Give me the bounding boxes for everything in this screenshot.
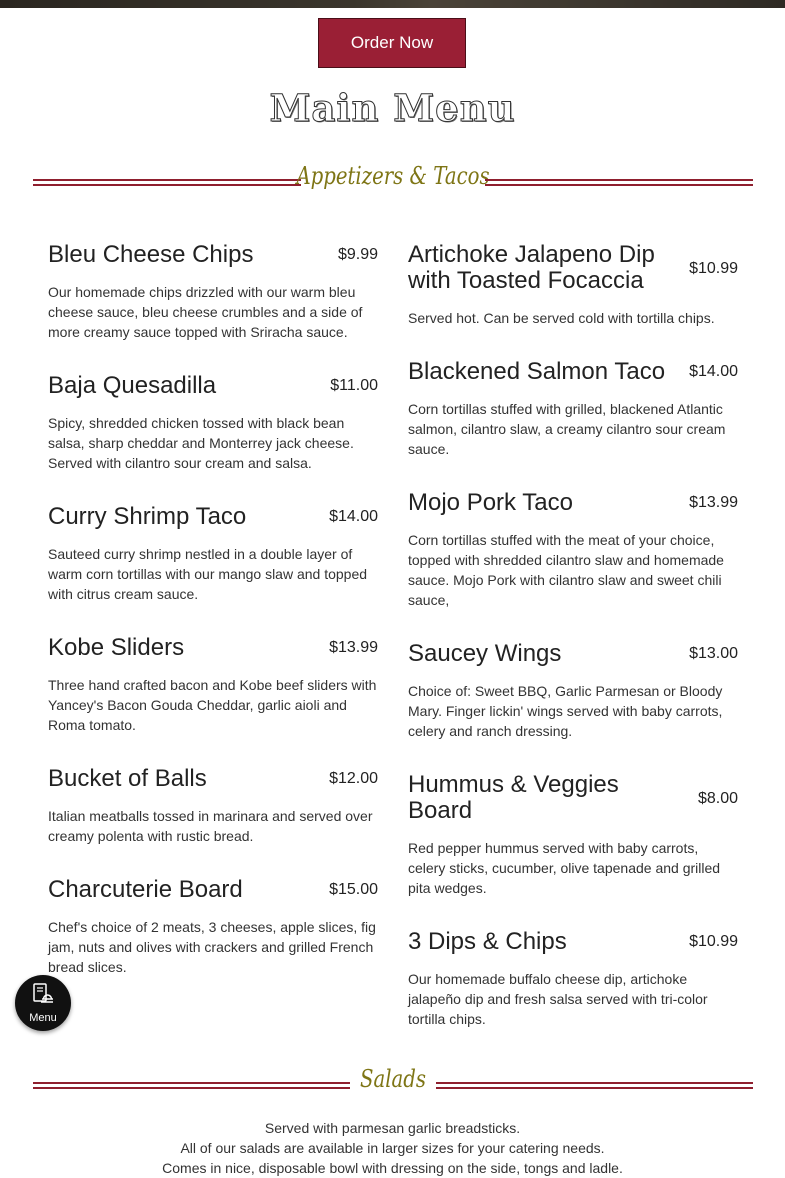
item-price: $9.99 [337,246,378,263]
section-title-salads: Salads [360,1065,426,1093]
menu-button-label: Menu [29,1012,57,1024]
item-name: Saucey Wings [408,640,562,667]
menu-item [48,635,378,735]
item-name: Bucket of Balls [48,765,207,792]
item-description: Chef's choice of 2 meats, 3 cheeses, apple slices, fig jam, nuts and olives with crackers and grilled French bread slices. [48,919,376,975]
item-name: Hummus & Veggies Board [408,771,619,824]
item-price: $13.99 [329,639,378,656]
item-name: Baja Quesadilla [48,372,217,399]
item-description: Our homemade buffalo cheese dip, artichoke jalapeño dip and fresh salsa served with tri-color tortilla chips. [408,971,708,1027]
item-name: Charcuterie Board [48,876,243,903]
menu-item [408,242,738,328]
item-price: $12.00 [329,770,378,787]
salad-note-line: All of our salads are available in larger sizes for your catering needs. [180,1140,605,1156]
item-name: 3 Dips & Chips [408,928,567,955]
order-now-button[interactable]: Order Now [318,18,466,68]
menu-item [408,929,738,1029]
item-price: $11.00 [330,377,378,394]
section-header-salads [33,1065,753,1105]
item-name: Blackened Salmon Taco [408,358,666,385]
item-description: Corn tortillas stuffed with grilled, blackened Atlantic salmon, cilantro slaw, a creamy cilantro sour cream sauce. [408,401,726,457]
section-header-appetizers [33,162,753,202]
menu-item [408,772,738,898]
item-price: $13.00 [689,645,738,662]
menu-item [48,373,378,473]
item-name: Curry Shrimp Taco [48,503,247,530]
item-description: Italian meatballs tossed in marinara and served over creamy polenta with rustic bread. [48,808,373,844]
item-description: Spicy, shredded chicken tossed with black bean salsa, sharp cheddar and Monterrey jack cheese. Served with cilantro sour cream and salsa. [48,415,354,471]
item-description: Red pepper hummus served with baby carrots, celery sticks, cucumber, olive tapenade and grilled pita wedges. [408,840,721,896]
item-price: $13.99 [689,494,738,511]
item-price: $14.00 [329,508,378,525]
item-price: $10.99 [689,260,738,277]
top-decorative-bar [0,0,785,8]
section-title-appetizers: Appetizers & Tacos [296,162,490,190]
divider-right [485,179,753,186]
item-description: Corn tortillas stuffed with the meat of your choice, topped with shredded cilantro slaw and homemade sauce. Mojo Pork with cilantro slaw and sweet chili sauce, [408,532,724,608]
salad-note-line: Served with parmesan garlic breadsticks. [264,1120,521,1136]
menu-item [408,490,738,610]
item-description: Sauteed curry shrimp nestled in a double layer of warm corn tortillas with our mango slaw and topped with citrus cream sauce. [48,546,368,602]
menu-item [48,504,378,604]
menu-item [408,641,738,741]
item-name: Bleu Cheese Chips [48,241,254,268]
menu-item [48,877,378,977]
item-name: Artichoke Jalapeno Dip with Toasted Focaccia [408,241,655,294]
menu-item [48,766,378,846]
item-name: Mojo Pork Taco [408,489,573,516]
divider-right [436,1082,753,1089]
salad-notes [0,1118,785,1178]
menu-book-icon [31,982,55,1011]
item-price: $8.00 [697,790,738,807]
item-description: Served hot. Can be served cold with tortilla chips. [408,310,715,326]
item-price: $14.00 [689,363,738,380]
item-description: Three hand crafted bacon and Kobe beef sliders with Yancey's Bacon Gouda Cheddar, garlic aioli and Roma tomato. [48,677,377,733]
item-price: $10.99 [689,933,738,950]
item-name: Kobe Sliders [48,634,185,661]
salad-note-line: Comes in nice, disposable bowl with dressing on the side, tongs and ladle. [162,1160,623,1176]
item-price: $15.00 [329,881,378,898]
page-title: Main Menu [269,86,516,130]
menu-item [48,242,378,342]
item-description: Choice of: Sweet BBQ, Garlic Parmesan or Bloody Mary. Finger lickin' wings served with baby carrots, celery and ranch dressing. [408,683,723,739]
menu-item [408,359,738,459]
item-description: Our homemade chips drizzled with our warm bleu cheese sauce, bleu cheese crumbles and a side of more creamy sauce topped with Sriracha sauce. [48,284,363,340]
menu-floating-button[interactable] [15,975,71,1031]
